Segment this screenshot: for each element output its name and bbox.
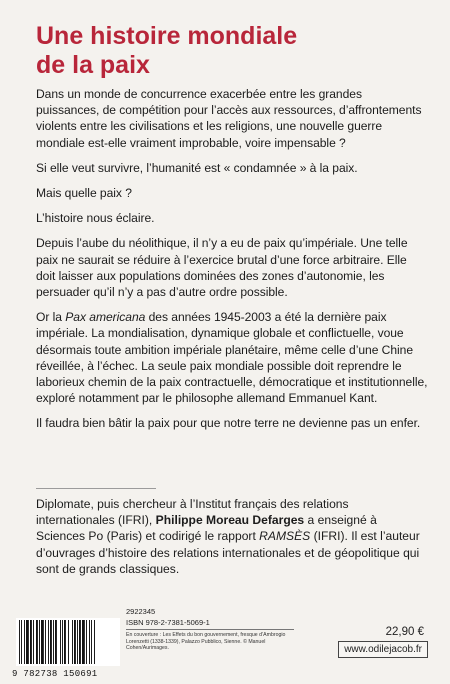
bio-pre: Diplomate, puis chercheur à l’Institut français des relations internationales (IFRI), [36,497,349,528]
blurb-paragraph-7: Il faudra bien bâtir la paix pour que notre terre ne devienne pas un enfer. [36,416,421,431]
author-name: Philippe Moreau Defarges [155,513,305,528]
blurb-paragraph-4: L’histoire nous éclaire. [36,211,155,226]
product-code: 2922345 [126,607,156,616]
price: 22,90 € [385,626,424,638]
blurb-p6-post: des années 1945-2003 a été la dernière paix impériale. La mondialisation, dynamique globale et conflictuelle, voue désormais toute ambition impériale planétaire, même celle d’une Chine réveillée, à l’échec. La seule paix mondiale possible doit reprendre le laborieux chemin de la paix contractuelle, démocratique et institutionnelle, exploré notamment par le philosophe allemand Emmanuel Kant. [36,310,428,406]
ean-number: 9 782738 150691 [12,669,98,679]
isbn: ISBN 978-2-7381-5069-1 [126,618,210,627]
book-title-line-2: de la paix [36,51,150,79]
bio-post: (IFRI). Il est l’auteur d’ouvrages d’histoire des relations internationales et de géopolitique qui sont de grands classiques. [36,529,420,576]
blurb-paragraph-3: Mais quelle paix ? [36,186,132,201]
blurb-paragraph-5: Depuis l’aube du néolithique, il n’y a eu de paix qu’impériale. Une telle paix ne saurait se réduire à l’exercice brutal d’une force arbitraire. Elle doit laisser aux populations dominées des zones d’autonomie, les persuader qu’il n’y a pas d’autre ordre possible. [36,236,408,300]
section-divider [36,488,156,489]
blurb-paragraph-1: Dans un monde de concurrence exacerbée entre les grandes puissances, de compétition pour l’accès aux ressources, d’affrontements violents entre les civilisations et les religions, une nouvelle guerre mondiale est-elle vraiment improbable, voire impensable ? [36,87,422,150]
blurb-paragraph-6 [36,309,428,406]
blurb-paragraph-2: Si elle veut survivre, l’humanité est « condamnée » à la paix. [36,160,358,175]
publisher-website[interactable]: www.odilejacob.fr [338,641,428,658]
isbn-divider [126,629,294,630]
bio-mid: a enseigné à Sciences Po (Paris) et codirigé le rapport [36,513,377,544]
report-name: RAMSÈS [259,529,311,544]
book-title [36,22,426,80]
pax-americana-italic: Pax americana [65,310,146,325]
author-bio [36,496,428,577]
cover-credits: En couverture : Les Effets du bon gouvernement, fresque d’Ambrogio Lorenzetti (1338-1339), Palazzo Pubblico, Sienne. © Manuel Cohen/Aurimages. [126,632,286,652]
back-matter [0,600,450,684]
blurb-p6-pre: Or la [36,310,66,325]
blurb [36,86,428,441]
book-title-line-1: Une histoire mondiale [36,22,298,50]
barcode-icon [16,618,120,666]
